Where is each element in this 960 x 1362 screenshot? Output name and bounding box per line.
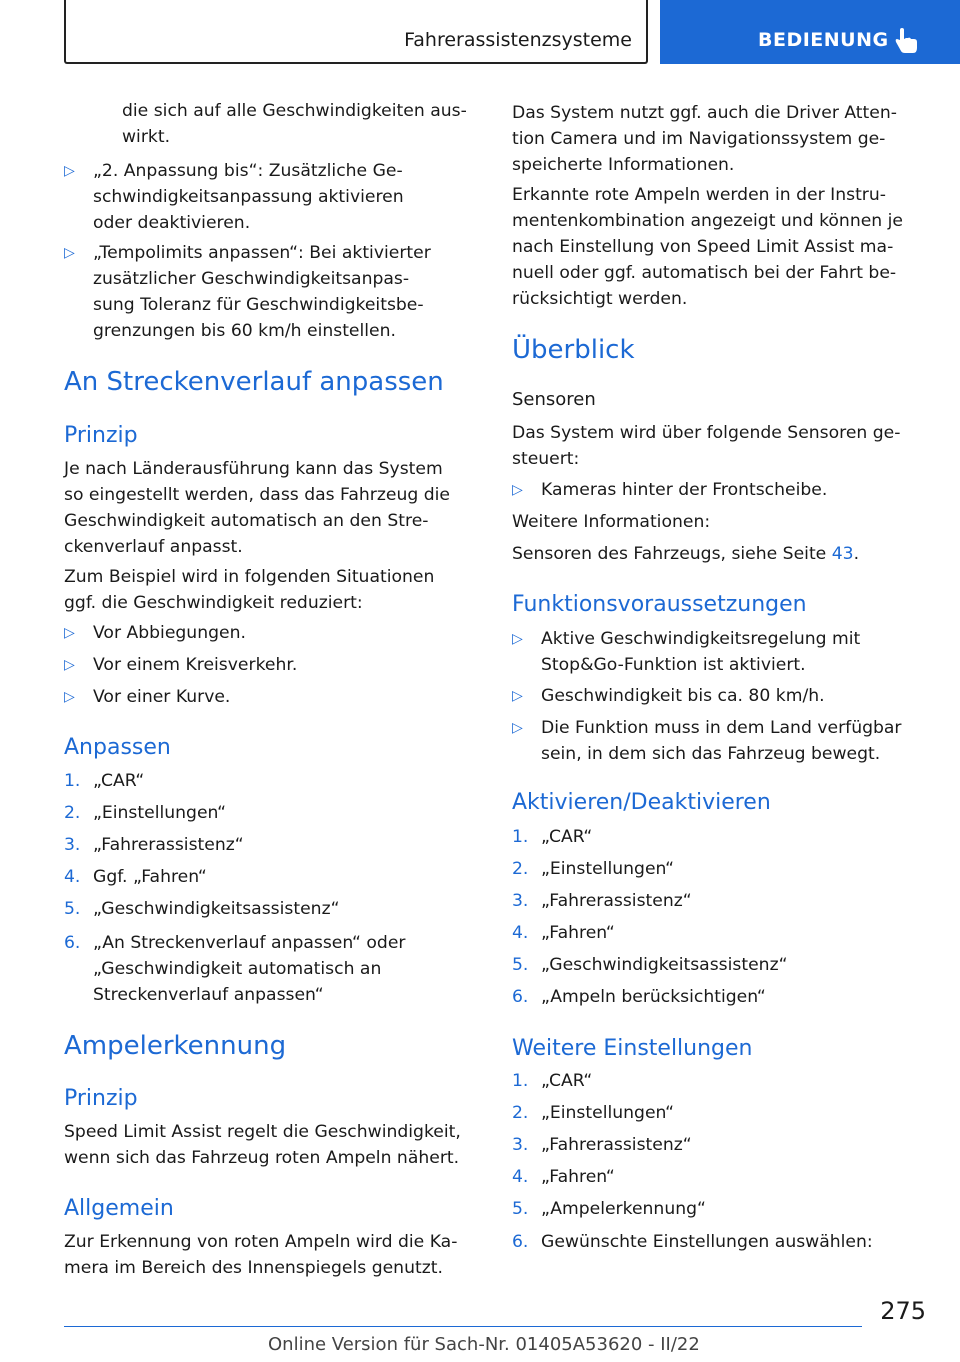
paragraph: Zum Beispiel wird in folgenden Situationen ggf. die Geschwindigkeit reduziert:: [64, 567, 435, 613]
paragraph: Sensoren des Fahrzeugs, siehe Seite 43.: [512, 544, 860, 564]
bullet-marker: ▷: [64, 163, 75, 179]
subsection-heading: Allgemein: [64, 1196, 174, 1221]
paragraph: Das System nutzt ggf. auch die Driver Atten- tion Camera und im Navigationssystem ge- speicherte Informationen.: [512, 103, 897, 175]
section-heading: Ampelerkennung: [64, 1031, 287, 1061]
page-number: 275: [880, 1297, 926, 1325]
header-section-box: [64, 0, 648, 64]
footer-rule: [64, 1326, 862, 1327]
bullet-marker: ▷: [64, 245, 75, 261]
page-link[interactable]: 43: [831, 544, 854, 564]
header-chapter-tab[interactable]: [660, 0, 960, 64]
paragraph: Je nach Länderausführung kann das System so eingestellt werden, dass das Fahrzeug die Geschwindigkeit automatisch an den Stre- ckenverlauf anpasst.: [64, 459, 450, 557]
paragraph: Speed Limit Assist regelt die Geschwindigkeit, wenn sich das Fahrzeug roten Ampeln nähert.: [64, 1122, 461, 1168]
header-section-title: Fahrerassistenzsysteme: [404, 29, 632, 51]
subsection-heading: Prinzip: [64, 423, 138, 448]
bullet-marker: ▷: [512, 720, 523, 736]
subsection-heading: Weitere Einstellungen: [512, 1036, 753, 1061]
continued-text: die sich auf alle Geschwindigkeiten aus- wirkt.: [122, 101, 467, 147]
subsection-heading: Prinzip: [64, 1086, 138, 1111]
subheading: Sensoren: [512, 389, 596, 410]
footer-text: Online Version für Sach-Nr. 01405A53620 - II/22: [268, 1334, 700, 1355]
bullet-marker: ▷: [512, 688, 523, 704]
paragraph: Erkannte rote Ampeln werden in der Instru- mentenkombination angezeigt und können je nach Einstellung von Speed Limit Assist ma- nuell oder ggf. automatisch bei der Fahrt be- rücksichtigt werden.: [512, 185, 903, 309]
bullet-marker: ▷: [64, 689, 75, 705]
section-heading: An Streckenverlauf anpassen: [64, 367, 444, 397]
paragraph: Das System wird über folgende Sensoren ge- steuert:: [512, 423, 901, 469]
bullet-marker: ▷: [64, 625, 75, 641]
subsection-heading: Funktionsvoraussetzungen: [512, 592, 807, 617]
bullet-marker: ▷: [512, 482, 523, 498]
bullet-marker: ▷: [64, 657, 75, 673]
paragraph: Zur Erkennung von roten Ampeln wird die Ka- mera im Bereich des Innenspiegels genutzt.: [64, 1232, 458, 1278]
bullet-marker: ▷: [512, 631, 523, 647]
paragraph: Weitere Informationen:: [512, 512, 711, 532]
section-heading: Überblick: [512, 335, 635, 365]
subsection-heading: Aktivieren/Deaktivieren: [512, 790, 771, 815]
header-chapter-title: BEDIENUNG: [758, 29, 889, 51]
hand-touch-icon: [892, 26, 922, 56]
subsection-heading: Anpassen: [64, 735, 171, 760]
